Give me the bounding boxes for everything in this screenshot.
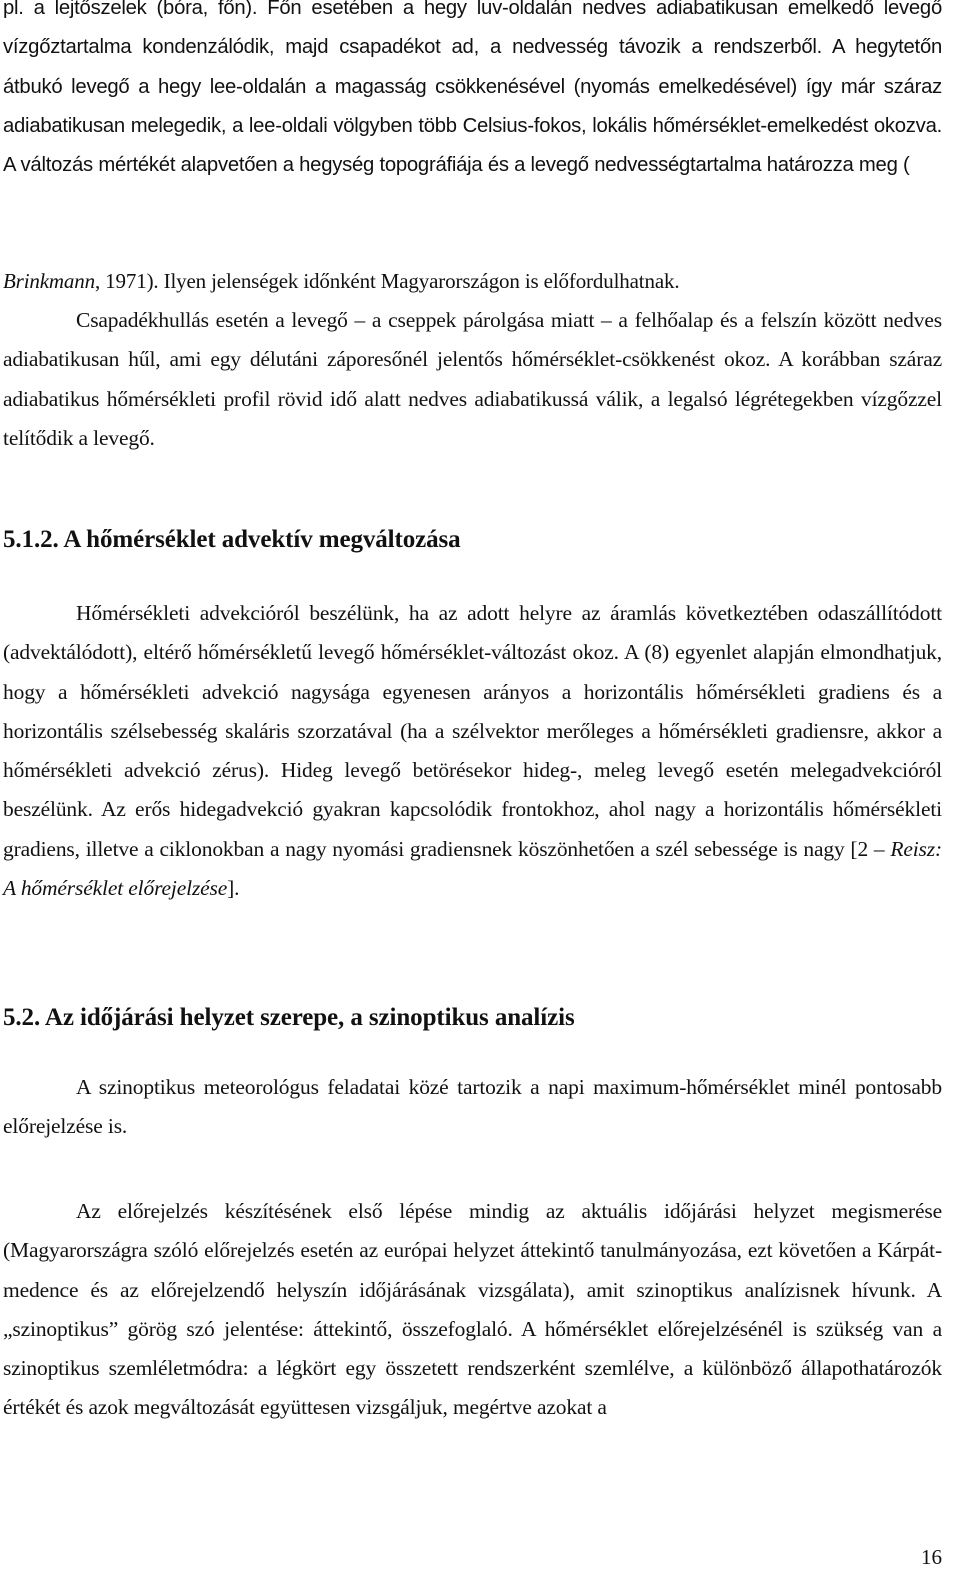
synoptic-analysis-paragraph: Az előrejelzés készítésének első lépése mindig az aktuális időjárási helyzet megismerése (Magyarországra szóló előrejelzés esetén az európai helyzet áttekintő tanulmányozása, ezt követően a Kárpát-medence és az előrejelzendő helyszín időjárásának vizsgálata), amit szinoptikus analízisnek hívunk. A „szinoptikus” görög szó jelentése: áttekintő, összefoglaló. A hőmérséklet előrejelzésénél is szükség van a szinoptikus szemléletmódra: a légkört egy összetett rendszerként szemlélve, a különböző állapothatározók értékét és azok megváltozását együttesen vizsgáljuk, megértve azokat a xyxy=(3,1199,942,1420)
advection-text: Hőmérsékleti advekcióról beszélünk, ha az adott helyre az áramlás következtében odaszállítódott (advektálódott), eltérő hőmérsékletű levegő hőmérséklet-változást okoz. A (8) egyenlet alapján elmondhatjuk, hogy a hőmérsékleti advekció nagysága egyenesen arányos a horizontális hőmérsékleti gradiens és a horizontális szélsebesség skaláris szorzatával (ha a szélvektor merőleges a hőmérsékleti gradiensre, akkor a hőmérsékleti advekció zérus). Hideg levegő betörésekor hideg-, meleg levegő esetén melegadvekcióról beszélünk. Az erős hidegadvekció gyakran kapcsolódik frontokhoz, ahol nagy a horizontális hőmérsékleti gradiens, illetve a ciklonokban a nagy nyomási gradiensnek köszönhetően a szél sebessége is nagy [ xyxy=(3,601,942,861)
reference-title: Reisz: A hőmérséklet előrejelzése xyxy=(3,836,942,901)
reference-plain: 2 – xyxy=(857,836,891,861)
precipitation-paragraph-block xyxy=(3,301,942,458)
section-52-p1-block xyxy=(3,1068,942,1147)
foehn-paragraph xyxy=(3,0,942,185)
reference-end: ]. xyxy=(227,876,240,901)
section-52-p2-block xyxy=(3,1192,942,1428)
advection-paragraph xyxy=(3,594,942,908)
brinkmann-line-block xyxy=(3,262,942,301)
brinkmann-line xyxy=(3,262,942,301)
foehn-text-tail: A változás mértékét alapvetően a hegység topográfiája és a levegő nedvességtartalma határozza meg ( xyxy=(3,154,910,177)
section-512-heading: 5.1.2. A hőmérséklet advektív megváltozása xyxy=(3,526,461,553)
foehn-text: pl. a lejtőszelek (bóra, főn). Főn esetében a hegy luv-oldalán nedves adiabatikusan emelkedő levegő vízgőztartalma kondenzálódik, majd csapadékot ad, a nedvesség távozik a rendszerből. A hegytetőn átbukó levegő a hegy lee-oldalán a magasság csökkenésével (nyomás emelkedésével) így már száraz adiabatikusan melegedik, a lee-oldali völgyben több Celsius-fokos, lokális hőmérséklet-emelkedést okozva. xyxy=(3,0,942,137)
section-52-heading-block xyxy=(3,1003,942,1033)
forecaster-paragraph: A szinoptikus meteorológus feladatai közé tartozik a napi maximum-hőmérséklet minél pontosabb előrejelzése is. xyxy=(3,1075,942,1139)
author-citation: Brinkmann xyxy=(3,269,95,293)
section-52-heading: 5.2. Az időjárási helyzet szerepe, a szinoptikus analízis xyxy=(3,1004,575,1031)
page-number: 16 xyxy=(921,1545,942,1569)
section-512-heading-block xyxy=(3,525,942,555)
precipitation-paragraph: Csapadékhullás esetén a levegő – a cseppek párolgása miatt – a felhőalap és a felszín között nedves adiabatikusan hűl, ami egy délutáni záporesőnél jelentős hőmérséklet-csökkenést okoz. A korábban száraz adiabatikus hőmérsékleti profil rövid idő alatt nedves adiabatikussá válik, a legalsó légrétegekben vízgőzzel telítődik a levegő. xyxy=(3,308,942,450)
citation-tail: , 1971). Ilyen jelenségek időnként Magyarországon is előfordulhatnak. xyxy=(94,269,680,293)
foehn-paragraph-block xyxy=(3,0,942,185)
section-512-paragraph-block xyxy=(3,594,942,908)
